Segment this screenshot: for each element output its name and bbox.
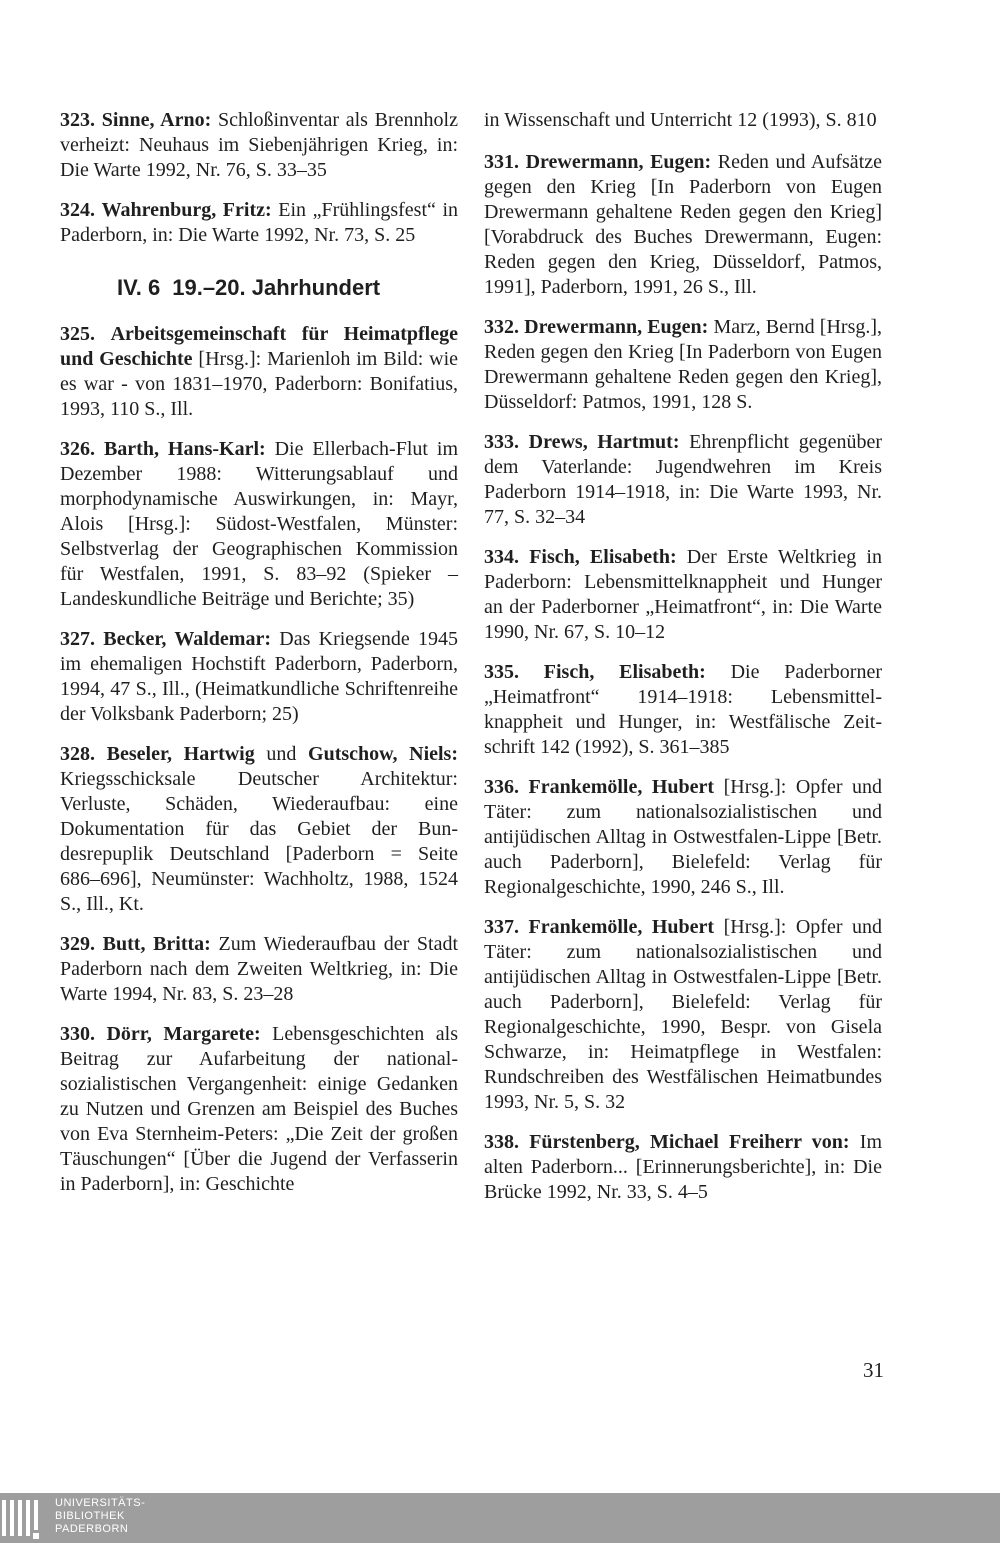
entry-text: Kriegsschicksale Deutscher Architektur: Verluste, Schäden, Wiederaufbau: eine Dokumentation für das Gebiet der Bundesrepuplik Deutschland [Paderborn = Seite 686–696], Neumünster: Wachholtz, 1988, 1524 S., Ill., Kt. bbox=[60, 768, 458, 915]
entry-number: 338. bbox=[484, 1131, 519, 1153]
entry-text: [Hrsg.]: Marienloh im Bild: wie es war - von 1831–1970, Paderborn: Bonifatius, 1993, 110 S., Ill. bbox=[60, 348, 458, 420]
entry-author: Arbeitsgemeinschaft für Heimatpflege und Geschichte bbox=[60, 323, 458, 370]
section-number: IV. 6 bbox=[117, 275, 161, 300]
entry-text: Schloßinventar als Brennholz verheizt: Neuhaus im Siebenjährigen Krieg, in: Die Warte 1992, Nr. 76, S. 33–35 bbox=[60, 109, 458, 181]
left-column bbox=[60, 108, 458, 1212]
entry-326 bbox=[60, 437, 458, 612]
entry-325 bbox=[60, 322, 458, 422]
entry-author: Drewermann, Eugen: bbox=[524, 316, 709, 338]
right-column bbox=[484, 108, 882, 1220]
entry-338 bbox=[484, 1130, 882, 1205]
entry-author: Wahrenburg, Fritz: bbox=[101, 199, 272, 221]
entry-author-second: Gutschow, Niels: bbox=[308, 743, 458, 765]
entry-327 bbox=[60, 627, 458, 727]
library-logo-icon bbox=[0, 1494, 48, 1542]
entry-number: 329. bbox=[60, 933, 95, 955]
entry-number: 332. bbox=[484, 316, 519, 338]
entry-author: Frankemölle, Hubert bbox=[528, 776, 715, 798]
entry-333 bbox=[484, 430, 882, 530]
entry-author: Drews, Hartmut: bbox=[528, 431, 680, 453]
entry-number: 331. bbox=[484, 151, 519, 173]
entry-author: Drewermann, Eugen: bbox=[525, 151, 712, 173]
entry-author: Fisch, Elisabeth: bbox=[529, 546, 677, 568]
entry-author: Fürstenberg, Michael Freiherr von: bbox=[529, 1131, 850, 1153]
entry-334 bbox=[484, 545, 882, 645]
entry-number: 335. bbox=[484, 661, 519, 683]
entry-text: Der Erste Weltkrieg in Paderborn: Lebensmittelknappheit und Hunger an der Paderborner „Heimatfront“, in: Die Warte 1990, Nr. 67, S. 10–12 bbox=[484, 546, 882, 643]
page-number: 31 bbox=[863, 1358, 884, 1382]
entry-author: Beseler, Hartwig bbox=[106, 743, 255, 765]
entry-author: Sinne, Arno: bbox=[101, 109, 212, 131]
entry-author: Dörr, Margarete: bbox=[106, 1023, 261, 1045]
entry-number: 327. bbox=[60, 628, 95, 650]
library-footer-bar bbox=[0, 1493, 1000, 1543]
section-title: 19.–20. Jahrhundert bbox=[172, 275, 381, 300]
entry-number: 325. bbox=[60, 323, 95, 345]
entry-author: Becker, Waldemar: bbox=[103, 628, 271, 650]
entry-329 bbox=[60, 932, 458, 1007]
entry-text: Ein „Frühlingsfest“ in Paderborn, in: Die Warte 1992, Nr. 73, S. 25 bbox=[60, 199, 459, 246]
entry-text: Die Ellerbach-Flut im Dezember 1988: Witterungsablauf und morphodynamische Auswirkungen, in: Mayr, Alois [Hrsg.]: Südost-Westfalen, Münster: Selbstverlag der Geographischen Kommission für Westfalen, 1991, S. 83–92 (Spieker – Landeskundliche Beiträge und Berichte; 35) bbox=[60, 438, 459, 610]
entry-330-continuation: in Wissenschaft und Unterricht 12 (1993), S. 810 bbox=[484, 109, 877, 131]
entry-text: Das Kriegsende 1945 im ehemaligen Hochstift Paderborn, Paderborn, 1994, 47 S., Ill., (Heimatkundliche Schriftenreihe der Volksbank Paderborn; 25) bbox=[60, 628, 458, 725]
entry-number: 336. bbox=[484, 776, 519, 798]
entry-author: Butt, Britta: bbox=[102, 933, 211, 955]
entry-323 bbox=[60, 108, 458, 183]
entry-332 bbox=[484, 315, 882, 415]
entry-text: Lebensgeschichten als Beitrag zur Aufarbeitung der nationalsozialistischen Vergangenheit: einige Gedanken zu Nutzen und Grenzen am Beispiel des Buches von Eva Sternheim-Peters: „Die Zeit der großen Täuschungen“ [Über die Jugend der Verfasserin in Paderborn], in: Geschichte bbox=[60, 1023, 458, 1195]
entry-text: Ehrenpflicht gegenüber dem Vaterlande: Jugendwehren im Kreis Paderborn 1914–1918, in: Die Warte 1993, Nr. 77, S. 32–34 bbox=[484, 431, 883, 528]
entry-author: Fisch, Elisabeth: bbox=[543, 661, 706, 683]
entry-number: 333. bbox=[484, 431, 519, 453]
entry-connector: und bbox=[254, 743, 309, 765]
entry-324 bbox=[60, 198, 458, 248]
entry-text: Im alten Paderborn... [Erinnerungsberichte], in: Die Brücke 1992, Nr. 33, S. 4–5 bbox=[484, 1131, 883, 1203]
entry-331 bbox=[484, 150, 882, 300]
entry-337 bbox=[484, 915, 882, 1115]
entry-text: Marz, Bernd [Hrsg.], Reden gegen den Krieg [In Paderborn von Eugen Drewermann gehaltene Reden gegen den Krieg], Düsseldorf: Patmos, 1991, 128 S. bbox=[484, 316, 883, 413]
library-name-line-1: UNIVERSITÄTS- bbox=[55, 1497, 146, 1509]
entry-number: 326. bbox=[60, 438, 95, 460]
entry-number: 334. bbox=[484, 546, 519, 568]
entry-text: [Hrsg.]: Opfer und Täter: zum nationalsozialistischen und antijüdischen Alltag in Ostwestfalen-Lippe [Betr. auch Paderborn], Bielefeld: Verlag für Regionalgeschichte, 1990, 246 S., Ill. bbox=[484, 776, 882, 898]
entry-text: [Hrsg.]: Opfer und Täter: zum nationalsozialistischen und antijüdischen Alltag in Ostwestfalen-Lippe [Betr. auch Paderborn], Bielefeld: Verlag für Regionalgeschichte, 1990, Bespr. von Gisela Schwarze, in: Heimatpflege in Westfalen: Rundschreiben des Westfälischen Heimatbundes 1993, Nr. 5, S. 32 bbox=[484, 916, 882, 1113]
entry-text: Zum Wiederaufbau der Stadt Paderborn nach dem Zweiten Weltkrieg, in: Die Warte 1994, Nr. 83, S. 23–28 bbox=[60, 933, 458, 1005]
entry-330 bbox=[60, 1022, 458, 1197]
entry-335 bbox=[484, 660, 882, 760]
library-name-line-2: BIBLIOTHEK bbox=[55, 1510, 125, 1522]
entry-author: Barth, Hans-Karl: bbox=[103, 438, 266, 460]
section-heading bbox=[117, 274, 458, 302]
entry-number: 324. bbox=[60, 199, 95, 221]
entry-328 bbox=[60, 742, 458, 917]
library-name bbox=[55, 1497, 145, 1536]
entry-number: 323. bbox=[60, 109, 95, 131]
entry-number: 337. bbox=[484, 916, 519, 938]
entry-number: 330. bbox=[60, 1023, 95, 1045]
entry-author: Frankemölle, Hubert bbox=[528, 916, 715, 938]
entry-number: 328. bbox=[60, 743, 95, 765]
library-name-line-3: PADERBORN bbox=[55, 1523, 129, 1535]
entry-336 bbox=[484, 775, 882, 900]
entry-text: Die Paderborner „Heimatfront“ 1914–1918: Lebensmittelknappheit und Hunger, in: Westfälische Zeitschrift 142 (1992), S. 361–385 bbox=[484, 661, 882, 758]
entry-text: Reden und Aufsätze gegen den Krieg [In Paderborn von Eugen Drewermann gehaltene Reden gegen den Krieg] [Vorabdruck des Buches Drewermann, Eugen: Reden gegen den Krieg, Düsseldorf, Patmos, 1991], Paderborn, 1991, 26 S., Ill. bbox=[484, 151, 882, 298]
